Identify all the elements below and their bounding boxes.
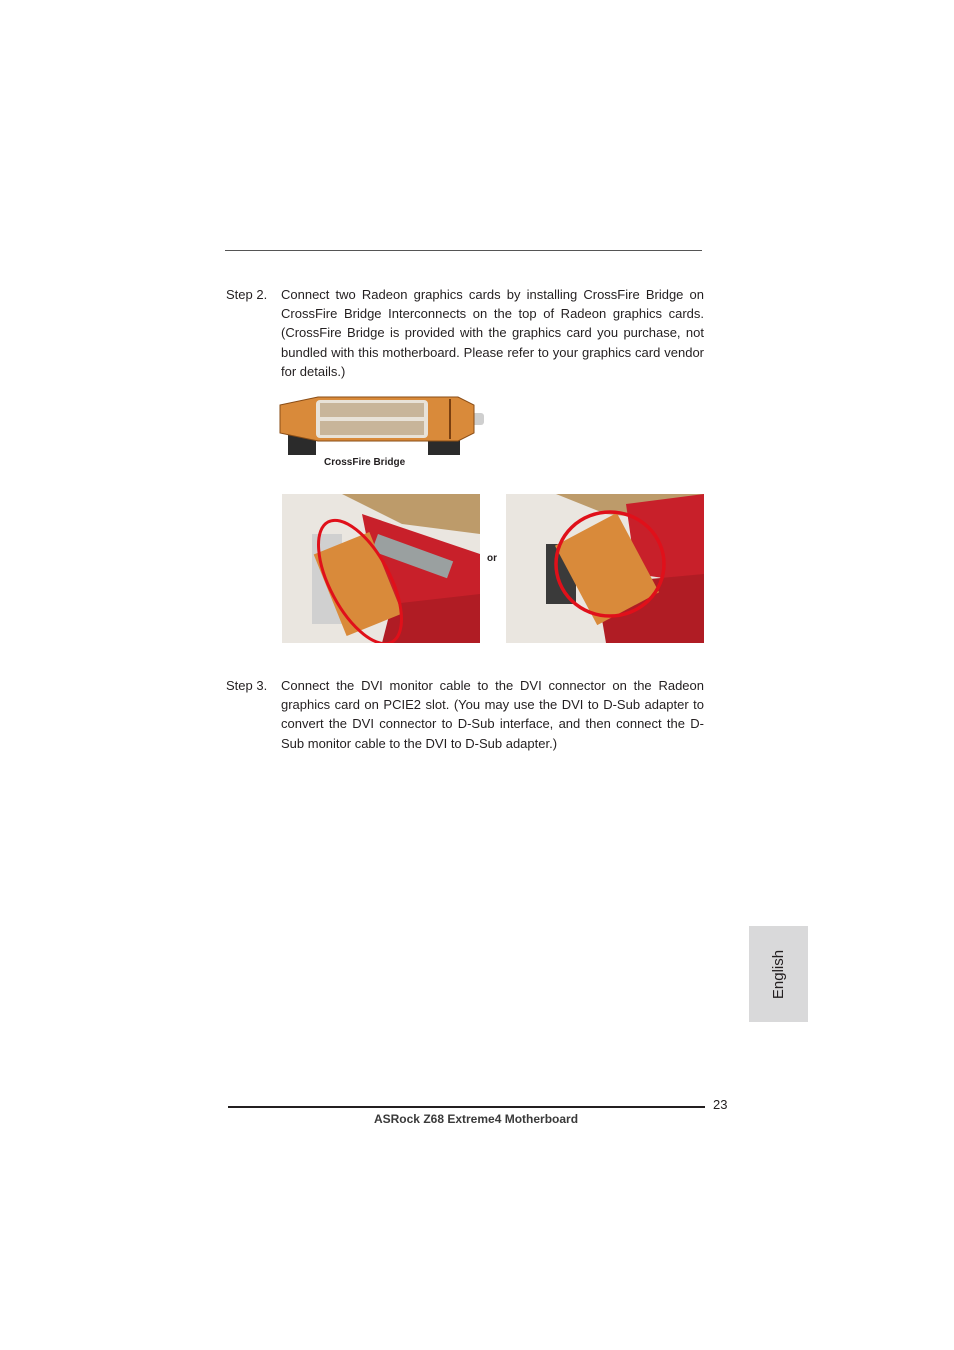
step-3 <box>226 676 704 756</box>
crossfire-bridge-image <box>278 391 488 457</box>
step-2-label: Step 2. <box>226 287 268 302</box>
install-photo-right <box>506 494 704 643</box>
step-2 <box>226 285 704 385</box>
install-photo-left <box>282 494 480 643</box>
page-number: 23 <box>713 1097 728 1112</box>
language-tab-label: English <box>769 949 787 999</box>
header-rule <box>225 250 702 251</box>
or-label: or <box>487 553 497 564</box>
step-3-text: Connect the DVI monitor cable to the DVI connector on the Radeon graphics card on PCIE2 slot. (You may use the DVI to D-Sub adapter to convert the DVI connector to D-Sub interface, and then connect the D-Sub monitor cable to the DVI to D-Sub adapter.) <box>281 678 704 751</box>
step-2-text: Connect two Radeon graphics cards by installing CrossFire Bridge on CrossFire Bridge Interconnects on the top of Radeon graphics cards. (CrossFire Bridge is provided with the graphics card you purchase, not bundled with this motherboard. Please refer to your graphics card vendor for details.) <box>281 287 704 379</box>
step-3-label: Step 3. <box>226 678 268 693</box>
footer-rule <box>228 1106 705 1108</box>
footer-product-name: ASRock Z68 Extreme4 Motherboard <box>373 1112 579 1126</box>
language-tab <box>749 926 808 1022</box>
bridge-caption: CrossFire Bridge <box>324 457 406 468</box>
